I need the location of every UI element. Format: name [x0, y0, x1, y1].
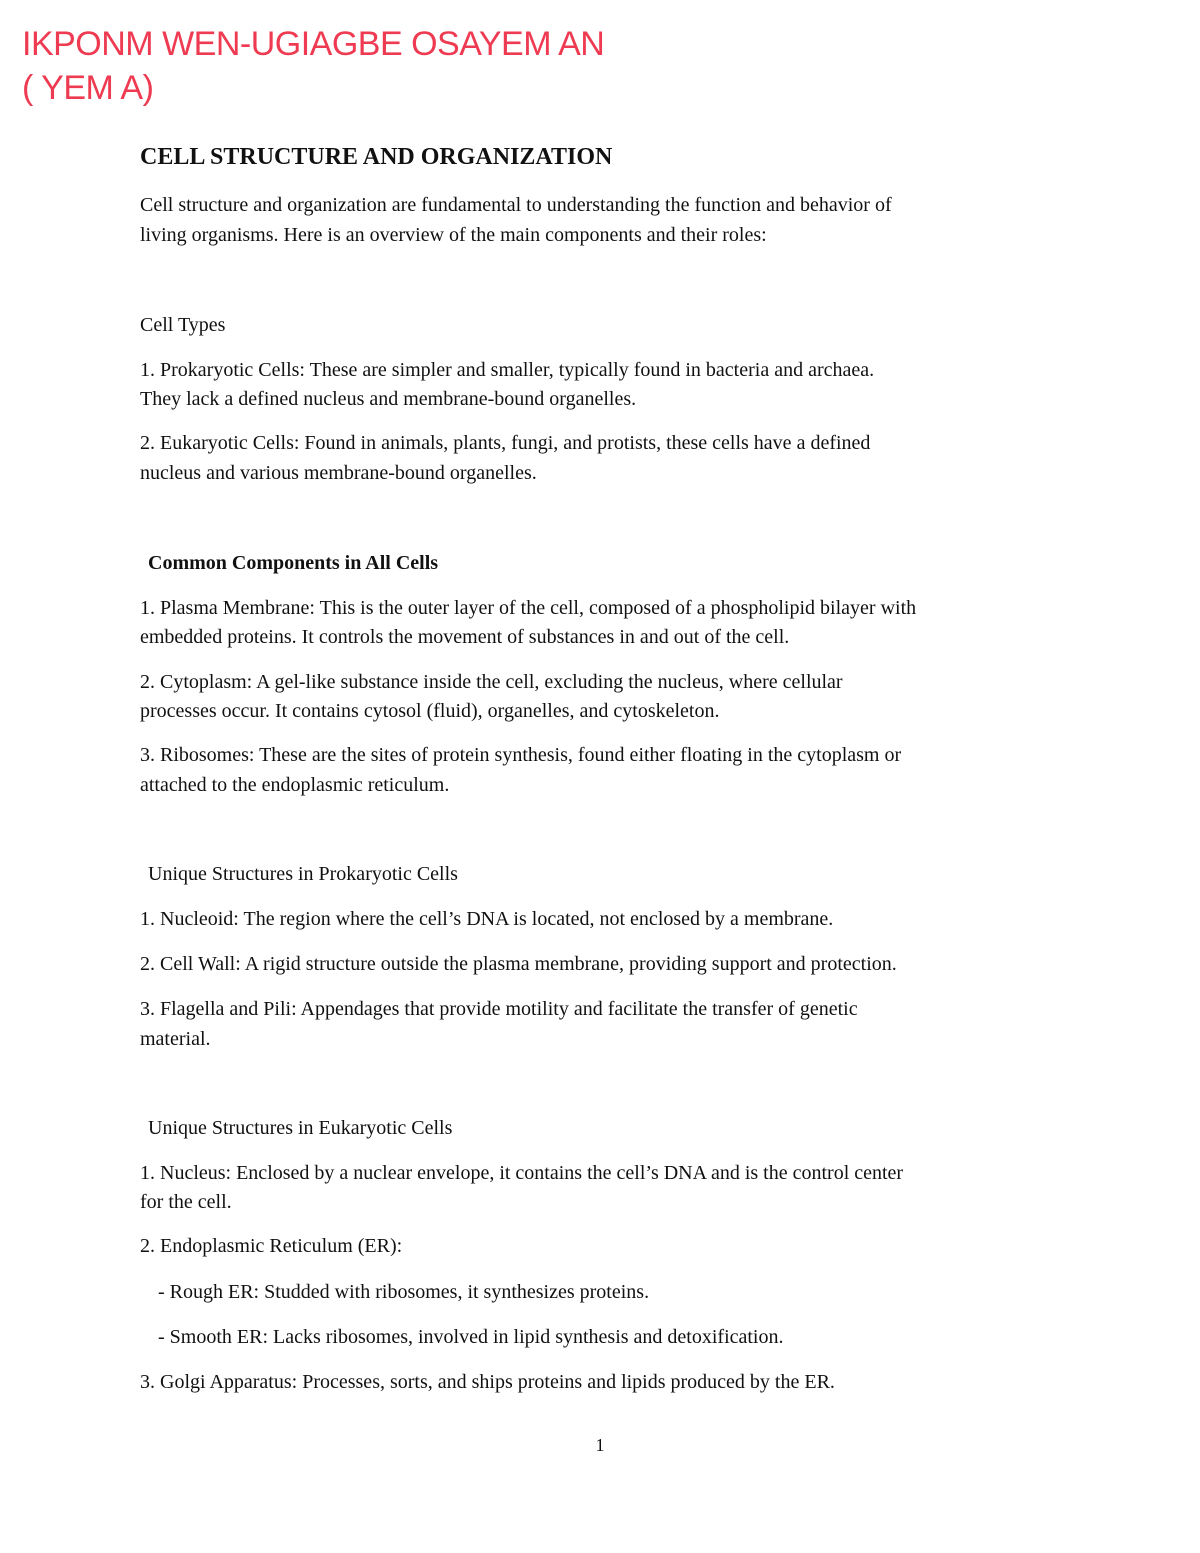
- intro-line-2: living organisms. Here is an overview of the main components and their roles:: [140, 224, 767, 246]
- cytoplasm-line-1: 2. Cytoplasm: A gel-like substance inside the cell, excluding the nucleus, where cellular: [140, 671, 843, 693]
- cell-types-heading: Cell Types: [140, 314, 226, 336]
- intro-line-1: Cell structure and organization are fundamental to understanding the function and behavior of: [140, 194, 892, 216]
- nucleoid-line: 1. Nucleoid: The region where the cell’s DNA is located, not enclosed by a membrane.: [140, 908, 834, 930]
- endoplasmic-reticulum-line: 2. Endoplasmic Reticulum (ER):: [140, 1235, 403, 1257]
- ribosomes-line-1: 3. Ribosomes: These are the sites of protein synthesis, found either floating in the cytoplasm or: [140, 744, 902, 766]
- watermark-line-1: IKPONM WEN-UGIAGBE OSAYEM AN: [22, 25, 605, 63]
- eukaryotic-cells-line-1: 2. Eukaryotic Cells: Found in animals, plants, fungi, and protists, these cells have a defined: [140, 432, 871, 454]
- golgi-apparatus-line: 3. Golgi Apparatus: Processes, sorts, and ships proteins and lipids produced by the ER.: [140, 1371, 835, 1393]
- prokaryotic-cells-line-1: 1. Prokaryotic Cells: These are simpler and smaller, typically found in bacteria and archaea.: [140, 359, 875, 381]
- page-title: CELL STRUCTURE AND ORGANIZATION: [140, 144, 613, 170]
- plasma-membrane-line-1: 1. Plasma Membrane: This is the outer layer of the cell, composed of a phospholipid bilayer with: [140, 597, 917, 619]
- eukaryotic-structures-heading: Unique Structures in Eukaryotic Cells: [148, 1117, 453, 1139]
- nucleus-line-1: 1. Nucleus: Enclosed by a nuclear envelope, it contains the cell’s DNA and is the control center: [140, 1162, 904, 1184]
- rough-er-line: - Rough ER: Studded with ribosomes, it synthesizes proteins.: [158, 1281, 650, 1303]
- plasma-membrane-line-2: embedded proteins. It controls the movement of substances in and out of the cell.: [140, 626, 790, 648]
- cytoplasm-line-2: processes occur. It contains cytosol (fluid), organelles, and cytoskeleton.: [140, 700, 720, 722]
- ribosomes-line-2: attached to the endoplasmic reticulum.: [140, 774, 450, 796]
- flagella-pili-line-1: 3. Flagella and Pili: Appendages that provide motility and facilitate the transfer of genetic: [140, 998, 858, 1020]
- smooth-er-line: - Smooth ER: Lacks ribosomes, involved in lipid synthesis and detoxification.: [158, 1326, 784, 1348]
- nucleus-line-2: for the cell.: [140, 1191, 232, 1213]
- author-watermark: [22, 22, 604, 110]
- flagella-pili-line-2: material.: [140, 1028, 211, 1050]
- prokaryotic-structures-heading: Unique Structures in Prokaryotic Cells: [148, 863, 458, 885]
- page-number: 1: [595, 1435, 605, 1455]
- common-components-heading: Common Components in All Cells: [148, 552, 439, 574]
- watermark-line-2: ( YEM A): [22, 69, 154, 107]
- cell-wall-line: 2. Cell Wall: A rigid structure outside the plasma membrane, providing support and protection.: [140, 953, 897, 975]
- eukaryotic-cells-line-2: nucleus and various membrane-bound organelles.: [140, 462, 537, 484]
- prokaryotic-cells-line-2: They lack a defined nucleus and membrane-bound organelles.: [140, 388, 637, 410]
